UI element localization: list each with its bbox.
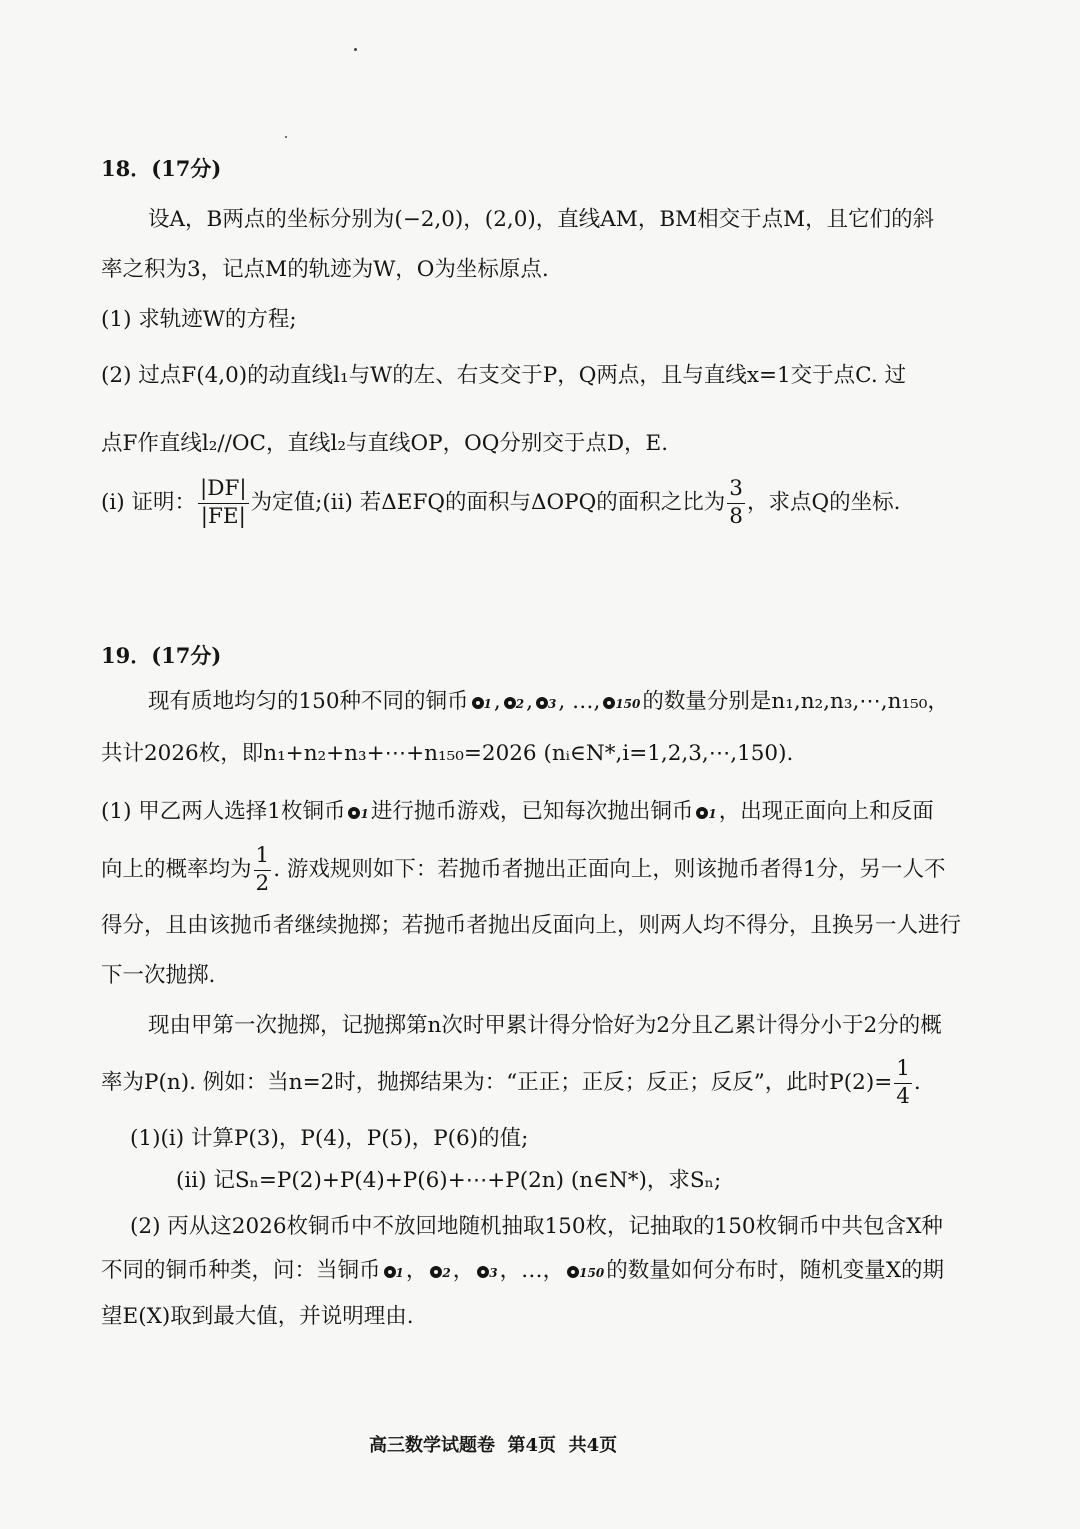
- coin-index: 2: [515, 697, 525, 711]
- quarter-numerator: 1: [894, 1058, 912, 1084]
- q19-part1-line1-prefix: (1) 甲乙两人选择1枚铜币: [101, 799, 346, 824]
- q19-heading: 19．(17分): [101, 643, 222, 668]
- ratio-denominator: |FE|: [200, 503, 246, 529]
- q19-rule-line2-prefix: 率为P(n). 例如：当n=2时，抛掷结果为：“正正；正反；反正；反反”，此时P(2)=: [101, 1070, 893, 1096]
- q19-part1-line1-middle: 进行抛币游戏，已知每次抛出铜币: [370, 799, 694, 824]
- coin-icon: [477, 1266, 489, 1278]
- q19-part1-line1: [101, 801, 934, 823]
- q19-part2-line2: 不同的铜币种类，问：当铜币 1， 2， 3，…， 150的数量如何分布时，随机变量X的期: [101, 1258, 945, 1283]
- half-numerator: 1: [254, 845, 272, 871]
- q18-part1: (1) 求轨迹W的方程;: [101, 307, 297, 332]
- half-fraction: [254, 845, 272, 895]
- coin-index: 2: [442, 1266, 451, 1280]
- quarter-denominator: 4: [896, 1083, 910, 1109]
- area-ratio-denominator: 8: [729, 503, 743, 529]
- q18-part3-suffix: ，求点Q的坐标.: [746, 490, 901, 516]
- coin-index: 150: [579, 1266, 605, 1280]
- area-ratio-fraction: [727, 478, 745, 528]
- coin-index: 3: [547, 697, 557, 711]
- q19-part1-line2-suffix: . 游戏规则如下：若抛币者抛出正面向上，则该抛币者得1分，另一人不: [273, 857, 946, 883]
- q19-part2-line3: 望E(X)取到最大值，并说明理由.: [101, 1304, 414, 1329]
- q19-part2-line2-suffix: 的数量如何分布时，随机变量X的期: [606, 1258, 945, 1283]
- quarter-fraction: [894, 1058, 912, 1108]
- coin-index: 1: [360, 807, 369, 821]
- q19-rule-line2: [101, 1058, 921, 1108]
- q19-rule-line1: 现由甲第一次抛掷，记抛掷第n次时甲累计得分恰好为2分且乙累计得分小于2分的概: [148, 1013, 942, 1038]
- q19-part1-line4: 下一次抛掷.: [101, 963, 216, 988]
- coin-index: 1: [708, 807, 717, 821]
- coin-icon: [348, 807, 360, 819]
- q19-subpart-ii: (ii) 记Sₙ=P(2)+P(4)+P(6)+⋯+P(2n) (n∈N*)，求Sₙ;: [176, 1168, 722, 1193]
- q19-part1-line2: [101, 845, 946, 895]
- q18-part3-prefix: (i) 证明：: [101, 490, 196, 516]
- coin-index: 3: [489, 1266, 498, 1280]
- ratio-fraction: [198, 478, 249, 528]
- ratio-numerator: |DF|: [198, 478, 249, 504]
- coin-icon: [504, 697, 516, 709]
- area-ratio-numerator: 3: [727, 478, 745, 504]
- q18-stem-line2: 率之积为3，记点M的轨迹为W，O为坐标原点.: [101, 257, 549, 282]
- coin-icon: [384, 1266, 396, 1278]
- coin-icon: [536, 697, 548, 709]
- half-denominator: 2: [255, 870, 270, 896]
- q18-part3-middle: 为定值;(ii) 若ΔEFQ的面积与ΔOPQ的面积之比为: [250, 490, 726, 516]
- coin-icon: [696, 807, 708, 819]
- coin-icon: [472, 697, 484, 709]
- q18-heading: 18．(17分): [101, 156, 222, 181]
- q19-part1-line3: 得分，且由该抛币者继续抛掷；若抛币者抛出反面向上，则两人均不得分，且换另一人进行: [101, 913, 962, 938]
- coin-icon: [567, 1266, 579, 1278]
- q18-part3: [101, 478, 900, 528]
- scan-speck: [354, 48, 357, 51]
- q18-part2-line2: 点F作直线l₂//OC，直线l₂与直线OP，OQ分别交于点D，E.: [101, 431, 669, 456]
- q18-stem-line1: 设A，B两点的坐标分别为(−2,0)，(2,0)，直线AM，BM相交于点M，且它们的斜: [148, 207, 935, 232]
- q19-stem-line2: 共计2026枚，即n₁+n₂+n₃+⋯+n₁₅₀=2026 (nᵢ∈N*,i=1,2,3,⋯,150).: [101, 741, 794, 766]
- coin-icon: [603, 697, 615, 709]
- coin-icon: [430, 1266, 442, 1278]
- q19-stem-line1-suffix: 的数量分别是n₁,n₂,n₃,⋯,n₁₅₀，: [642, 689, 949, 714]
- q19-part1-line1-suffix: ，出现正面向上和反面: [718, 799, 934, 824]
- scan-speck: [285, 136, 287, 138]
- q19-part2-line1: (2) 丙从这2026枚铜币中不放回地随机抽取150枚，记抽取的150枚铜币中共包含X种: [130, 1214, 943, 1239]
- q19-rule-line2-suffix: .: [913, 1070, 921, 1096]
- coin-index: 150: [615, 697, 641, 711]
- q18-part2-line1: (2) 过点F(4,0)的动直线l₁与W的左、右支交于P，Q两点，且与直线x=1交于点C. 过: [101, 363, 907, 388]
- coin-index: 1: [483, 697, 492, 711]
- q19-part1-line2-prefix: 向上的概率均为: [101, 857, 252, 883]
- page-footer: 高三数学试题卷 第4页 共4页: [369, 1435, 618, 1456]
- q19-part2-line2-prefix: 不同的铜币种类，问：当铜币: [101, 1258, 381, 1283]
- q19-stem-line1: 现有质地均匀的150种不同的铜币 1, 2, 3, …, 150的数量分别是n₁,n₂,n₃,⋯,n₁₅₀，: [148, 689, 949, 714]
- coin-index: 1: [395, 1266, 404, 1280]
- q19-subpart-i: (1)(i) 计算P(3)，P(4)，P(5)，P(6)的值;: [130, 1126, 529, 1151]
- q19-stem-line1-prefix: 现有质地均匀的150种不同的铜币: [148, 689, 469, 714]
